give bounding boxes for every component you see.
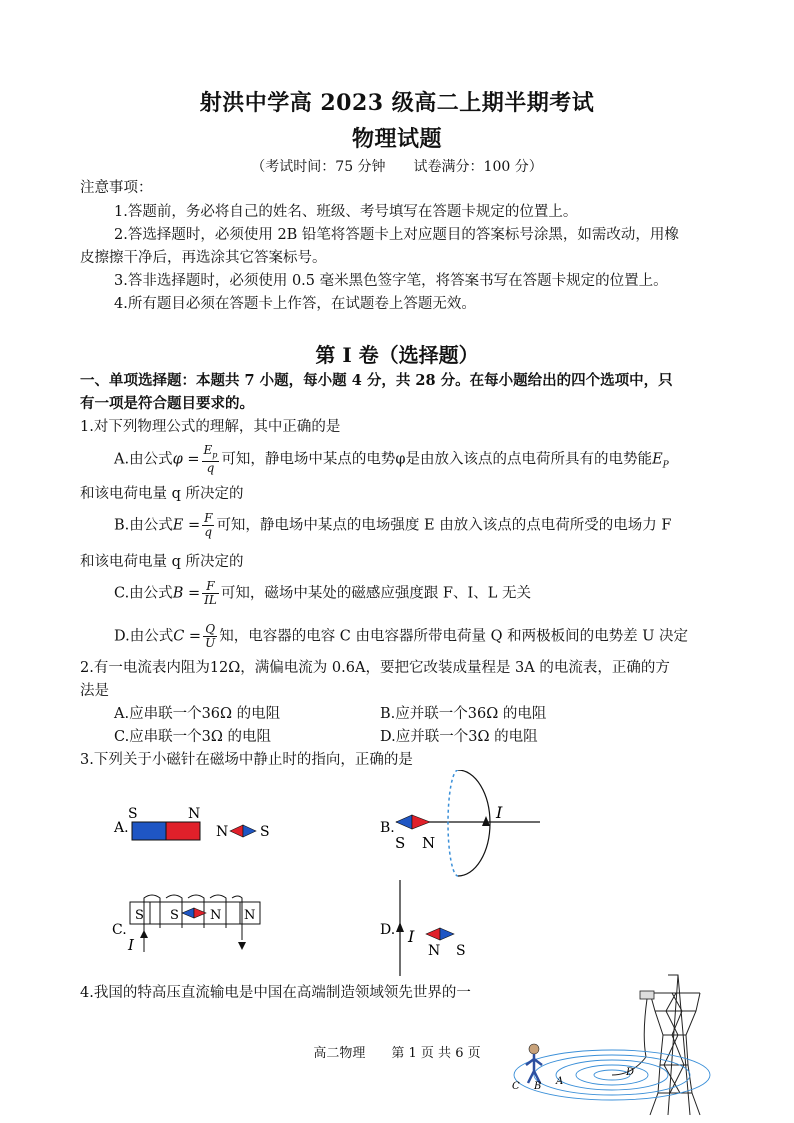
notes-item-2: 2.答选择题时，必须使用 2B 铅笔将答题卡上对应题目的答案标号涂黑，如需改动，用橡 — [114, 227, 679, 243]
q1-option-b: B.由公式E = $\frac{F}{q}$ 可知，静电场中某点的电场强度 E 由放入该点的点电荷所受的电场力 F — [114, 511, 672, 539]
fig-a-magnet-n: N — [188, 806, 201, 822]
fig-c-core-s: S — [135, 908, 144, 923]
notes-item-3: 3.答非选择题时，必须使用 0.5 毫米黑色签字笔，将答案书写在答题卡规定的位置上。 — [114, 273, 668, 289]
q2-option-d: D.应并联一个3Ω 的电阻 — [380, 729, 538, 745]
fig-c-needle-n: N — [210, 908, 222, 923]
q4-stem: 4.我国的特高压直流输电是中国在高端制造领域领先世界的一 — [80, 985, 471, 1001]
exam-info: （考试时间：75 分钟 试卷满分：100 分） — [251, 159, 543, 175]
fig-d-wire-arrow — [396, 922, 404, 932]
fig-a-label: A. — [114, 820, 129, 836]
fallen-wire — [612, 999, 647, 1075]
q3-figure — [100, 770, 570, 980]
point-a: A — [556, 1076, 564, 1087]
fig-d-current: I — [408, 927, 415, 946]
q2-stem-1: 2.有一电流表内阻为12Ω，满偏电流为 0.6A，要把它改装成量程是 3A 的电流表，正确的方 — [80, 660, 670, 676]
point-d: D — [626, 1067, 635, 1078]
notes-item-1: 1.答题前，务必将自己的姓名、班级、考号填写在答题卡规定的位置上。 — [114, 204, 578, 220]
fig-c-core-n: N — [244, 908, 256, 923]
fig-a-needle-north — [230, 825, 243, 837]
insulator — [640, 991, 654, 999]
notes-item-2-cont: 皮擦擦干净后，再选涂其它答案标号。 — [80, 250, 327, 266]
q1-option-d: D.由公式C = $\frac{Q}{U}$ 知，电容器的电容 C 由电容器所带电荷量 Q 和两极板间的电势差 U 决定 — [114, 622, 689, 650]
section-instruction-1: 一、单项选择题：本题共 7 小题，每小题 4 分，共 28 分。在每小题给出的四个选项中，只 — [80, 372, 673, 389]
fig-a-magnet-s: S — [128, 806, 138, 822]
page-footer: 高二物理 第 1 页 共 6 页 — [313, 1046, 481, 1061]
point-c: C — [512, 1081, 520, 1092]
fig-c-lead-in-arrow — [140, 930, 148, 938]
q2-option-a: A.应串联一个36Ω 的电阻 — [114, 706, 281, 722]
q1-option-a: A.由公式φ = $\frac{E_p}{q}$ 可知，静电场中某点的电势φ是由放入该点的点电荷所具有的电势能$E_P$ — [114, 443, 669, 476]
fig-a-needle-n: N — [216, 824, 229, 840]
fig-d-needle-n: N — [428, 943, 441, 959]
section-instruction-2: 有一项是符合题目要求的。 — [80, 395, 254, 412]
fig-b-loop-back — [448, 770, 458, 876]
q2-option-c: C.应串联一个3Ω 的电阻 — [114, 729, 272, 745]
fig-d-needle-south — [440, 928, 454, 940]
fig-b-needle-north — [412, 815, 430, 829]
fig-b-current: I — [496, 803, 503, 822]
fig-b-label: B. — [380, 820, 395, 836]
fig-c-current: I — [128, 936, 134, 954]
fig-c-lead-out-arrow — [238, 942, 246, 950]
q1-stem: 1.对下列物理公式的理解，其中正确的是 — [80, 419, 341, 435]
q2-option-b: B.应并联一个36Ω 的电阻 — [380, 706, 547, 722]
fig-c-needle-s: S — [170, 908, 179, 923]
fig-d-label: D. — [380, 922, 396, 938]
section-title: 第 I 卷（选择题） — [315, 343, 479, 367]
notes-heading: 注意事项： — [80, 180, 153, 196]
fig-d-needle-north — [426, 928, 440, 940]
exam-title: 射洪中学高 2023 级高二上期半期考试 — [199, 90, 595, 116]
q3-stem: 3.下列关于小磁针在磁场中静止时的指向，正确的是 — [80, 752, 413, 768]
q1-option-c: C.由公式B = $\frac{F}{IL}$ 可知，磁场中某处的磁感应强度跟 F、I、L 无关 — [114, 579, 531, 607]
fig-b-needle-s: S — [395, 834, 406, 852]
fig-b-loop-arrow — [482, 816, 490, 826]
fig-b-needle-n: N — [422, 834, 436, 852]
fig-c-label: C. — [112, 922, 127, 938]
fig-a-magnet-north-half — [166, 822, 200, 840]
fig-d-needle-s: S — [456, 943, 466, 959]
fig-b-needle-south — [396, 815, 412, 829]
q1-option-a-cont: 和该电荷电量 q 所决定的 — [80, 486, 244, 502]
fig-a-needle-south — [243, 825, 256, 837]
subject-title: 物理试题 — [351, 126, 442, 152]
point-b: B — [534, 1081, 542, 1092]
q1-option-b-cont: 和该电荷电量 q 所决定的 — [80, 554, 244, 570]
notes-item-4: 4.所有题目必须在答题卡上作答，在试题卷上答题无效。 — [114, 296, 476, 312]
fig-a-magnet-south-half — [132, 822, 166, 840]
fig-a-needle-s: S — [260, 824, 270, 840]
q2-stem-2: 法是 — [80, 683, 109, 699]
